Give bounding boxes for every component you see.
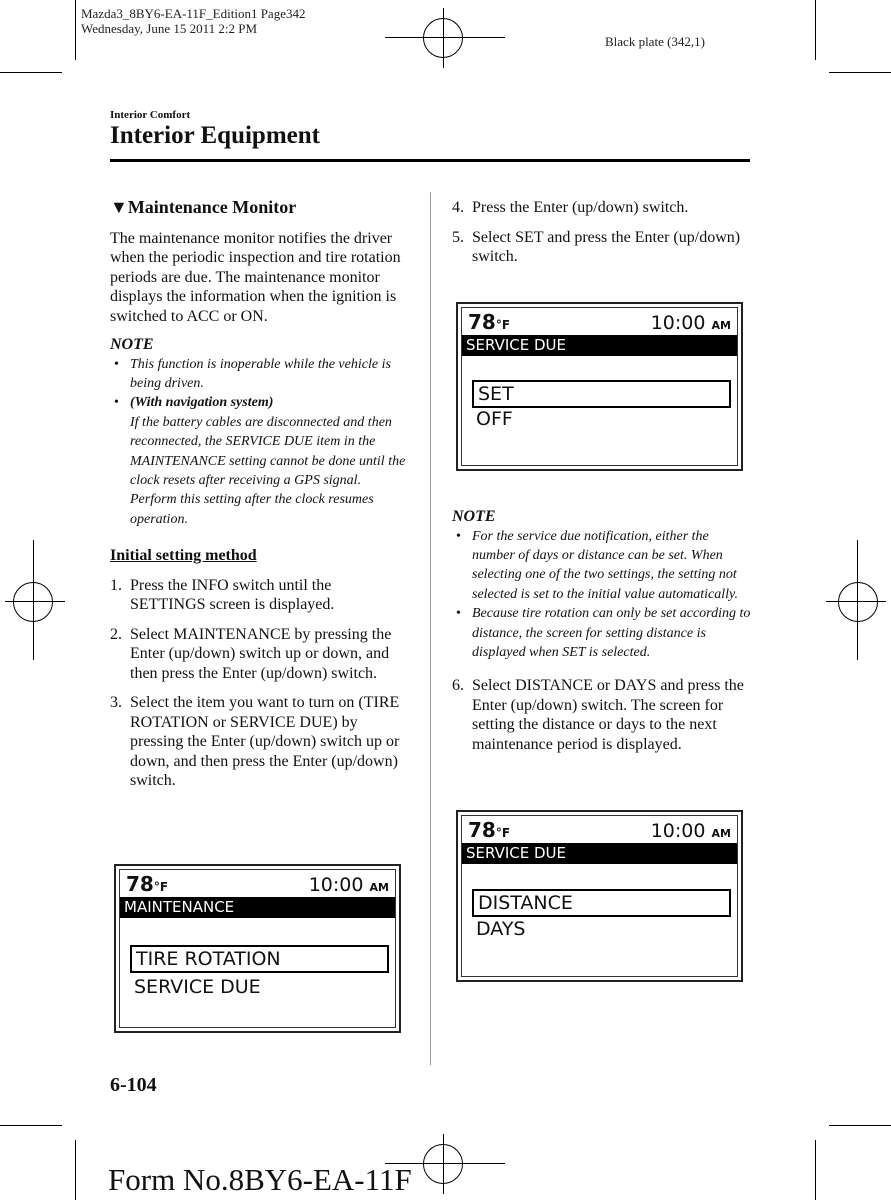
screen-frame xyxy=(461,307,738,466)
display-screen-maintenance xyxy=(114,864,401,1033)
registration-mark-icon xyxy=(838,582,878,622)
right-column-notes xyxy=(452,507,752,764)
section-label: Interior Comfort xyxy=(110,109,191,121)
step-text: Press the INFO switch until the SETTINGS screen is displayed. xyxy=(130,576,335,614)
step-text: Select MAINTENANCE by pressing the Enter (up/down) switch up or down, and then press the Enter (up/down) switch. xyxy=(130,625,392,682)
registration-line xyxy=(5,601,65,602)
step-number: 6. xyxy=(452,677,464,695)
print-info-line1: Mazda3_8BY6-EA-11F_Edition1 Page342 xyxy=(81,6,306,21)
note-text: If the battery cables are disconnected and then reconnected, the SERVICE DUE item in the MAINTENANCE setting cannot be done until the clock resets after receiving a GPS signal. Perform this setting after the clock resumes operation. xyxy=(130,414,406,527)
form-number: Form No.8BY6-EA-11F xyxy=(108,1162,412,1197)
crop-mark xyxy=(829,72,891,73)
step-item xyxy=(110,693,410,791)
screen-frame xyxy=(461,815,738,977)
print-info xyxy=(81,6,305,36)
intro-paragraph: The maintenance monitor notifies the driver when the periodic inspection and tire rotation periods are due. The maintenance monitor displays the information when the ignition is switched to ACC or ON. xyxy=(110,229,401,325)
crop-mark xyxy=(829,1125,891,1126)
crop-mark xyxy=(815,1140,816,1200)
subsection-heading: ▼Maintenance Monitor xyxy=(110,197,297,217)
plate-info: Black plate (342,1) xyxy=(605,34,705,49)
screen-title-bar: SERVICE DUE xyxy=(462,335,737,356)
step-number: 3. xyxy=(110,694,122,712)
menu-option: SERVICE DUE xyxy=(134,976,261,998)
note-list xyxy=(110,355,410,530)
registration-line xyxy=(385,37,505,38)
step-item xyxy=(452,228,752,267)
page-title: Interior Equipment xyxy=(110,122,320,149)
step-text: Select the item you want to turn on (TIRE ROTATION or SERVICE DUE) by pressing the Enter (up/down) switch up or down, and then press the Enter (up/down) switch. xyxy=(130,694,400,790)
step-number: 4. xyxy=(452,199,464,216)
screen-title-bar: MAINTENANCE xyxy=(120,897,395,918)
crop-mark xyxy=(0,72,62,73)
menu-option: DAYS xyxy=(476,918,526,940)
step-item xyxy=(452,676,752,754)
registration-line xyxy=(826,601,886,602)
step-item xyxy=(110,576,410,615)
steps-list xyxy=(110,576,410,791)
steps-list xyxy=(452,198,752,267)
note-list xyxy=(452,527,752,663)
step-item xyxy=(110,625,410,684)
note-item: • For the service due notification, either the number of days or distance can be set. When selecting one of the two settings, the setting not selected is set to the initial value automatically. xyxy=(452,527,752,605)
registration-line xyxy=(443,1134,444,1194)
temperature-readout: 78°F xyxy=(468,818,511,842)
page-number: 6-104 xyxy=(110,1074,157,1096)
step-text: Select SET and press the Enter (up/down) switch. xyxy=(472,228,741,265)
screen-title-bar: SERVICE DUE xyxy=(462,843,737,864)
note-item: • This function is inoperable while the vehicle is being driven. xyxy=(110,355,410,394)
print-info-line2: Wednesday, June 15 2011 2:2 PM xyxy=(81,21,258,36)
step-number: 1. xyxy=(110,576,122,594)
temperature-readout: 78°F xyxy=(126,872,169,896)
crop-mark xyxy=(0,1125,62,1126)
crop-mark xyxy=(75,0,76,60)
clock-readout: 10:00 AM xyxy=(650,820,731,842)
step-text: Select DISTANCE or DAYS and press the Enter (up/down) switch. The screen for setting the distance or days to the next maintenance period is displayed. xyxy=(472,677,744,753)
column-divider xyxy=(430,192,431,1065)
menu-option: OFF xyxy=(476,408,513,430)
note-subtitle: (With navigation system) xyxy=(130,395,274,411)
step-number: 2. xyxy=(110,625,122,643)
registration-line xyxy=(443,8,444,68)
clock-readout: 10:00 AM xyxy=(308,874,389,896)
selected-option: SET xyxy=(472,380,731,408)
crop-mark xyxy=(815,0,816,60)
display-screen-set xyxy=(456,302,743,471)
screen-frame xyxy=(119,869,396,1028)
left-column xyxy=(110,198,410,801)
selected-option: TIRE ROTATION xyxy=(130,945,389,973)
step-item xyxy=(452,198,752,218)
method-title: Initial setting method xyxy=(110,547,257,565)
registration-line xyxy=(857,540,858,660)
right-column-top xyxy=(452,198,752,277)
note-item xyxy=(110,393,410,529)
note-title: NOTE xyxy=(110,336,154,353)
steps-list xyxy=(452,676,752,754)
step-text: Press the Enter (up/down) switch. xyxy=(472,199,689,216)
temperature-readout: 78°F xyxy=(468,310,511,334)
selected-option: DISTANCE xyxy=(472,889,731,917)
note-title: NOTE xyxy=(452,508,496,525)
display-screen-distance xyxy=(456,810,743,982)
crop-mark xyxy=(75,1140,76,1200)
note-item: • Because tire rotation can only be set according to distance, the screen for setting distance is displayed when SET is selected. xyxy=(452,604,752,662)
step-number: 5. xyxy=(452,228,464,246)
title-rule xyxy=(110,159,750,162)
registration-line xyxy=(33,540,34,660)
clock-readout: 10:00 AM xyxy=(650,312,731,334)
